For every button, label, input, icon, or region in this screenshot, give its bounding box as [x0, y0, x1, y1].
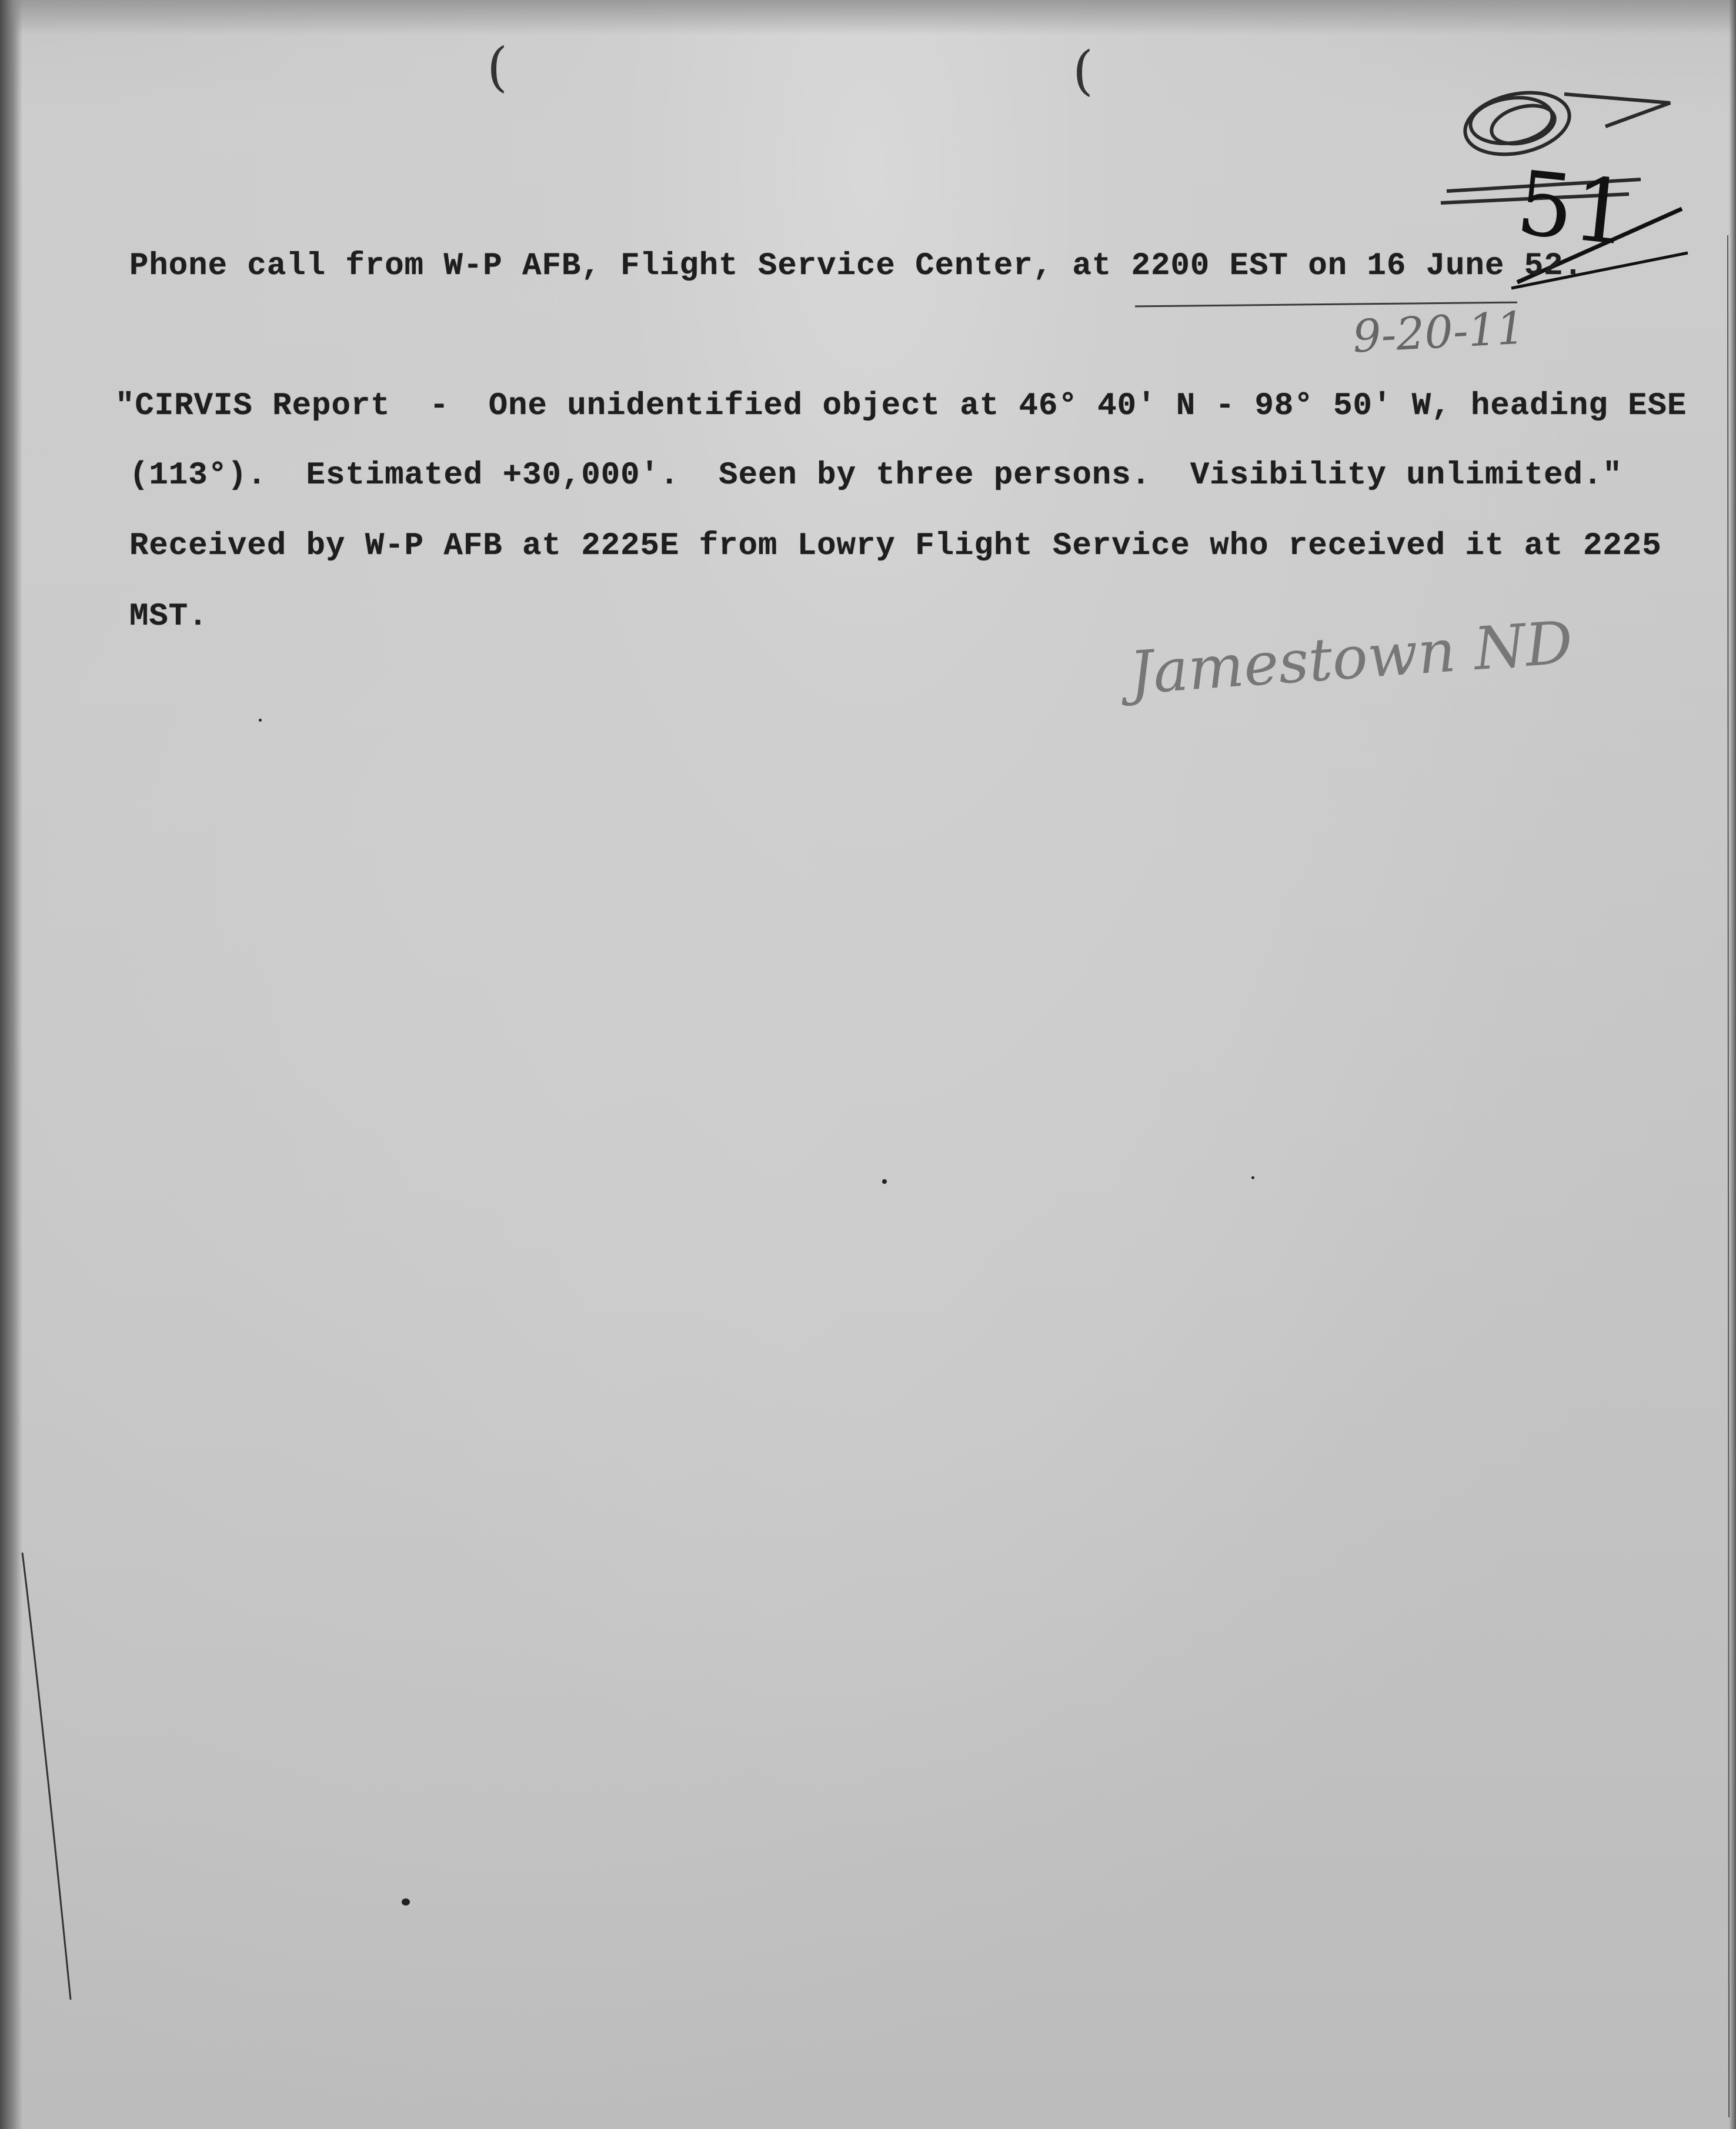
typed-line-5: MST. — [129, 599, 208, 635]
typed-line-2: "CIRVIS Report - One unidentified object at 46° 40' N - 98° 50' W, heading ESE — [115, 388, 1687, 424]
binding-hole-left: ( — [487, 36, 508, 98]
dust-speck — [259, 719, 262, 722]
right-margin-line — [1728, 235, 1729, 2117]
margin-line-left — [22, 1553, 71, 2000]
binding-hole-right: ( — [1073, 40, 1094, 102]
page-number: 51 — [1512, 152, 1635, 266]
handwritten-location: Jamestown ND — [1127, 608, 1575, 708]
dust-speck — [402, 1898, 410, 1906]
dust-speck — [1251, 1176, 1254, 1179]
handwritten-date: 9-20-11 — [1351, 301, 1527, 363]
typed-line-4: Received by W-P AFB at 2225E from Lowry Flight Service who received it at 2225 — [129, 528, 1662, 564]
typed-line-3: (113°). Estimated +30,000'. Seen by three persons. Visibility unlimited." — [129, 458, 1623, 493]
typed-line-1: Phone call from W-P AFB, Flight Service Center, at 2200 EST on 16 June 52. — [129, 248, 1583, 284]
dust-speck — [882, 1179, 887, 1184]
